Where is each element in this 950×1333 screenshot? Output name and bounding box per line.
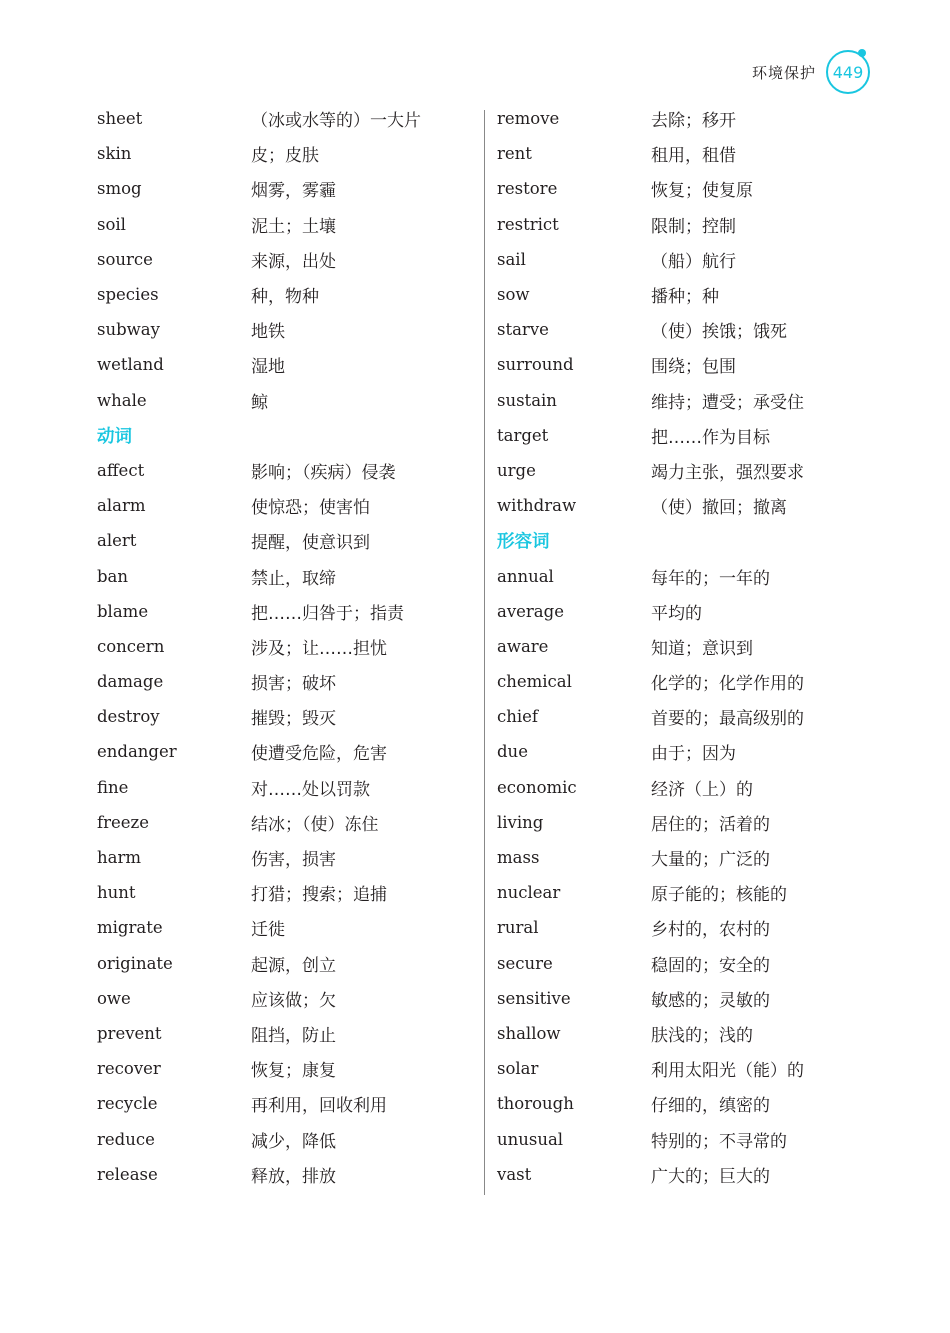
section-heading: 形容词 (497, 532, 550, 553)
english-word: prevent (97, 1023, 162, 1043)
chinese-meaning: 把……归咎于；指责 (251, 603, 404, 624)
vocab-entry (97, 910, 457, 945)
english-word: sow (497, 285, 530, 305)
vocab-entry (497, 488, 857, 523)
chinese-meaning: 围绕；包围 (651, 357, 736, 378)
chinese-meaning: 把……作为目标 (651, 427, 770, 448)
chinese-meaning: 烟雾，雾霾 (251, 181, 336, 202)
vocab-entry (497, 1051, 857, 1086)
vocab-entry (497, 805, 857, 840)
vocab-entry (97, 242, 457, 277)
english-word: due (497, 742, 528, 762)
vocab-entry (497, 242, 857, 277)
english-word: ban (97, 566, 129, 586)
chinese-meaning: 居住的；活着的 (651, 814, 770, 835)
vocab-entry (97, 523, 457, 558)
vocab-entry (97, 312, 457, 347)
english-word: recover (97, 1059, 161, 1079)
chinese-meaning: 化学的；化学作用的 (651, 674, 804, 695)
english-word: reduce (97, 1129, 155, 1149)
english-word: mass (497, 848, 540, 868)
chinese-meaning: 涉及；让……担忧 (251, 638, 387, 659)
chinese-meaning: 播种；种 (651, 287, 719, 308)
section-heading: 动词 (97, 426, 132, 447)
english-word: average (497, 601, 564, 621)
english-word: affect (97, 460, 145, 480)
vocab-entry (97, 101, 457, 136)
english-word: subway (97, 320, 160, 340)
english-word: endanger (97, 742, 177, 762)
chinese-meaning: 湿地 (251, 357, 285, 378)
page-header (752, 48, 870, 96)
vocab-entry (97, 840, 457, 875)
vocab-entry (97, 770, 457, 805)
vocab-entry (97, 347, 457, 382)
chinese-meaning: （使）挨饿；饿死 (651, 322, 787, 343)
vocab-entry (497, 1157, 857, 1192)
chinese-meaning: 伤害，损害 (251, 850, 336, 871)
english-word: migrate (97, 918, 163, 938)
vocab-entry (97, 734, 457, 769)
chinese-meaning: 对……处以罚款 (251, 779, 370, 800)
vocab-entry (497, 840, 857, 875)
badge-dot-icon (858, 49, 866, 57)
english-word: thorough (497, 1094, 574, 1114)
vocab-entry (97, 1016, 457, 1051)
chinese-meaning: 使惊恐；使害怕 (251, 498, 370, 519)
chinese-meaning: 禁止，取缔 (251, 568, 336, 589)
vocab-entry (97, 383, 457, 418)
chinese-meaning: 知道；意识到 (651, 638, 753, 659)
vocab-entry (97, 1051, 457, 1086)
chinese-meaning: 稳固的；安全的 (651, 955, 770, 976)
english-word: urge (497, 460, 536, 480)
english-word: chief (497, 707, 539, 727)
vocab-column-left (97, 101, 457, 1192)
english-word: rent (497, 144, 532, 164)
chinese-meaning: 仔细的，缜密的 (651, 1096, 770, 1117)
chinese-meaning: 来源，出处 (251, 251, 336, 272)
vocab-entry (497, 594, 857, 629)
english-word: restore (497, 179, 558, 199)
chinese-meaning: 鲸 (251, 392, 268, 413)
chinese-meaning: 影响；（疾病）侵袭 (251, 462, 396, 483)
vocab-entry (497, 1086, 857, 1121)
english-word: vast (497, 1164, 532, 1184)
vocab-entry (97, 805, 457, 840)
vocab-entry (97, 1121, 457, 1156)
english-word: originate (97, 953, 173, 973)
vocab-entry (497, 629, 857, 664)
chinese-meaning: 恢复；使复原 (651, 181, 753, 202)
chinese-meaning: 迁徙 (251, 920, 285, 941)
column-divider (484, 110, 485, 1195)
vocab-entry (497, 207, 857, 242)
english-word: blame (97, 601, 149, 621)
english-word: sustain (497, 390, 557, 410)
english-word: soil (97, 214, 126, 234)
english-word: recycle (97, 1094, 158, 1114)
chapter-title: 环境保护 (751, 63, 816, 82)
english-word: concern (97, 636, 165, 656)
vocab-entry (97, 488, 457, 523)
english-word: owe (97, 988, 131, 1008)
chinese-meaning: 阻挡，防止 (251, 1025, 336, 1046)
vocab-entry (97, 946, 457, 981)
chinese-meaning: 由于；因为 (651, 744, 736, 765)
chinese-meaning: 皮；皮肤 (251, 146, 319, 167)
chinese-meaning: 损害；破坏 (251, 674, 336, 695)
vocab-entry (97, 981, 457, 1016)
chinese-meaning: 特别的；不寻常的 (651, 1131, 787, 1152)
english-word: sheet (97, 109, 143, 129)
chinese-meaning: 释放，排放 (251, 1166, 336, 1187)
vocab-entry (497, 981, 857, 1016)
chinese-meaning: 每年的；一年的 (651, 568, 770, 589)
english-word: restrict (497, 214, 559, 234)
english-word: withdraw (497, 496, 577, 516)
vocab-entry (497, 171, 857, 206)
english-word: surround (497, 355, 574, 375)
chinese-meaning: 摧毁；毁灭 (251, 709, 336, 730)
english-word: wetland (97, 355, 164, 375)
chinese-meaning: 限制；控制 (651, 216, 736, 237)
vocab-entry (497, 875, 857, 910)
english-word: freeze (97, 812, 149, 832)
vocab-column-right (497, 101, 857, 1192)
chinese-meaning: 利用太阳光（能）的 (651, 1061, 804, 1082)
chinese-meaning: 乡村的，农村的 (651, 920, 770, 941)
english-word: sail (497, 249, 526, 269)
vocab-entry (497, 664, 857, 699)
chinese-meaning: 首要的；最高级别的 (651, 709, 804, 730)
english-word: solar (497, 1059, 539, 1079)
english-word: skin (97, 144, 132, 164)
english-word: nuclear (497, 883, 561, 903)
vocab-entry (497, 558, 857, 593)
vocab-entry (97, 629, 457, 664)
vocab-entry (497, 770, 857, 805)
vocab-entry (497, 1121, 857, 1156)
english-word: secure (497, 953, 553, 973)
chinese-meaning: 原子能的；核能的 (651, 885, 787, 906)
vocab-entry (97, 277, 457, 312)
vocab-entry (497, 946, 857, 981)
english-word: species (97, 285, 159, 305)
vocab-entry (97, 699, 457, 734)
chinese-meaning: 恢复；康复 (251, 1061, 336, 1082)
page-number: 449 (832, 62, 864, 82)
english-word: rural (497, 918, 539, 938)
chinese-meaning: （船）航行 (651, 251, 736, 272)
english-word: sensitive (497, 988, 571, 1008)
vocab-entry (497, 383, 857, 418)
chinese-meaning: 广大的；巨大的 (651, 1166, 770, 1187)
english-word: source (97, 249, 153, 269)
english-word: damage (97, 672, 164, 692)
english-word: economic (497, 777, 577, 797)
vocab-entry (97, 1086, 457, 1121)
vocab-entry (97, 558, 457, 593)
chinese-meaning: 敏感的；灵敏的 (651, 990, 770, 1011)
english-word: alarm (97, 496, 146, 516)
chinese-meaning: 减少，降低 (251, 1131, 336, 1152)
page-number-badge (826, 50, 870, 94)
vocab-entry (497, 312, 857, 347)
chinese-meaning: 竭力主张，强烈要求 (651, 462, 804, 483)
english-word: smog (97, 179, 142, 199)
english-word: fine (97, 777, 129, 797)
english-word: living (497, 812, 544, 832)
english-word: starve (497, 320, 549, 340)
english-word: destroy (97, 707, 160, 727)
vocab-entry (497, 699, 857, 734)
chinese-meaning: 地铁 (251, 322, 285, 343)
english-word: target (497, 425, 549, 445)
english-word: aware (497, 636, 549, 656)
vocab-entry (97, 207, 457, 242)
chinese-meaning: 使遭受危险，危害 (251, 744, 387, 765)
vocab-entry (97, 664, 457, 699)
chinese-meaning: 打猎；搜索；追捕 (251, 885, 387, 906)
chinese-meaning: 大量的；广泛的 (651, 850, 770, 871)
vocab-entry (497, 136, 857, 171)
chinese-meaning: 种，物种 (251, 287, 319, 308)
chinese-meaning: 去除；移开 (651, 111, 736, 132)
vocab-entry (497, 453, 857, 488)
chinese-meaning: 平均的 (651, 603, 702, 624)
english-word: alert (97, 531, 137, 551)
chinese-meaning: 租用，租借 (651, 146, 736, 167)
chinese-meaning: 泥土；土壤 (251, 216, 336, 237)
chinese-meaning: 结冰；（使）冻住 (251, 814, 379, 835)
vocab-entry (497, 734, 857, 769)
chinese-meaning: （使）撤回；撤离 (651, 498, 787, 519)
english-word: chemical (497, 672, 572, 692)
english-word: hunt (97, 883, 136, 903)
chinese-meaning: 肤浅的；浅的 (651, 1025, 753, 1046)
english-word: release (97, 1164, 158, 1184)
english-word: remove (497, 109, 560, 129)
vocab-entry (497, 910, 857, 945)
chinese-meaning: 经济（上）的 (651, 779, 753, 800)
vocab-entry (97, 1157, 457, 1192)
english-word: whale (97, 390, 147, 410)
chinese-meaning: 提醒，使意识到 (251, 533, 370, 554)
english-word: harm (97, 848, 141, 868)
vocab-entry (97, 136, 457, 171)
vocab-entry (497, 101, 857, 136)
vocab-entry (97, 453, 457, 488)
english-word: unusual (497, 1129, 564, 1149)
chinese-meaning: 应该做；欠 (251, 990, 336, 1011)
english-word: annual (497, 566, 554, 586)
vocab-entry (497, 418, 857, 453)
vocab-entry (497, 347, 857, 382)
vocab-entry (497, 1016, 857, 1051)
vocab-entry (97, 875, 457, 910)
chinese-meaning: 起源，创立 (251, 955, 336, 976)
vocab-entry (97, 594, 457, 629)
vocab-entry (497, 277, 857, 312)
vocab-entry (97, 171, 457, 206)
chinese-meaning: （冰或水等的）一大片 (251, 111, 421, 132)
chinese-meaning: 维持；遭受；承受住 (651, 392, 804, 413)
chinese-meaning: 再利用，回收利用 (251, 1096, 387, 1117)
english-word: shallow (497, 1023, 561, 1043)
